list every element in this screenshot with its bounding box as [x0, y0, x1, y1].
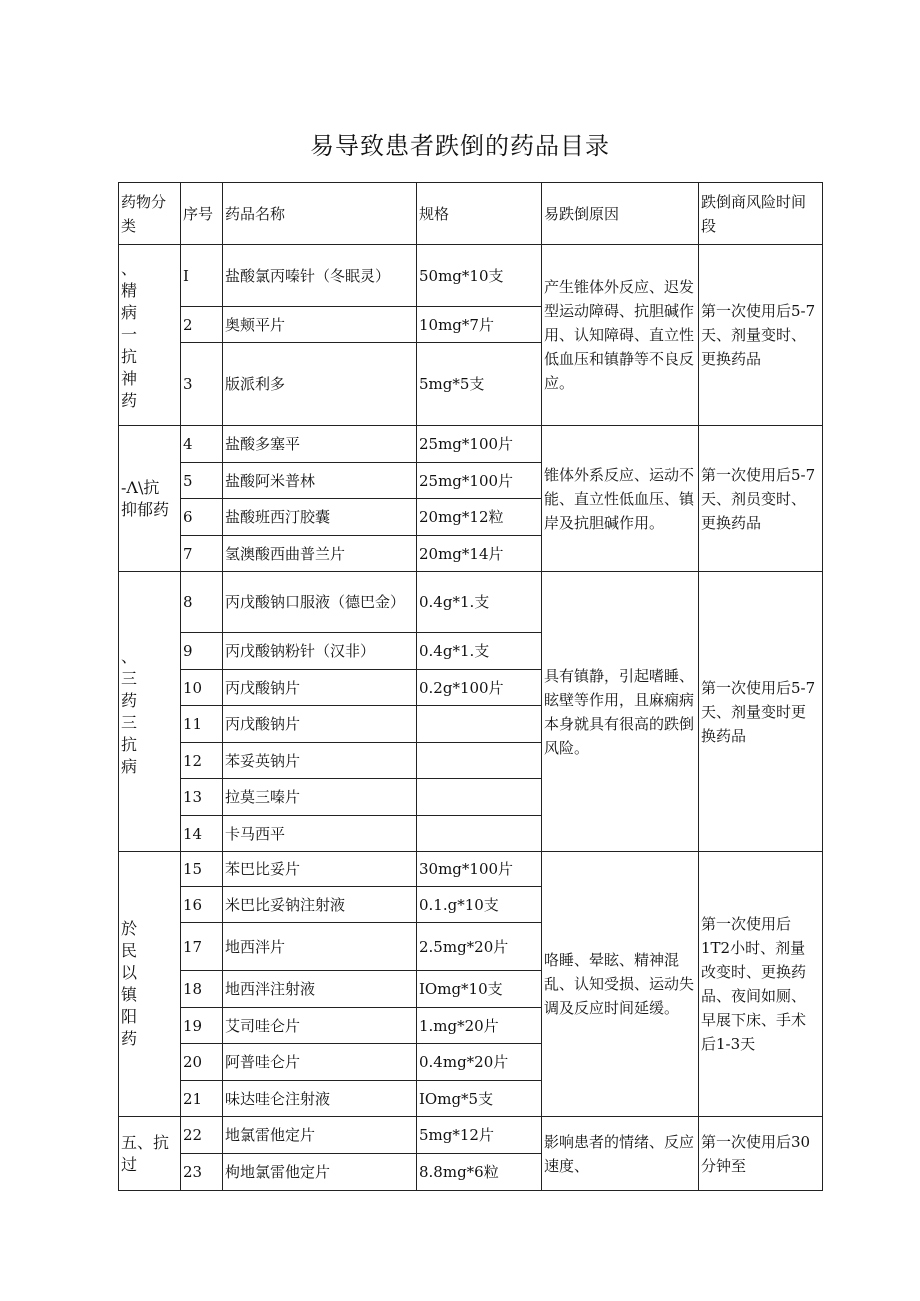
drug-spec: 30mg*100片 — [417, 852, 542, 887]
row-no: 12 — [181, 743, 223, 779]
drug-name: 地西泮片 — [223, 923, 417, 971]
drug-spec: 25mg*100片 — [417, 463, 542, 499]
fall-reason: 产生锥体外反应、迟发型运动障碍、抗胆碱作用、认知障碍、直立性低血压和镇静等不良反应。 — [542, 245, 699, 426]
table-row — [119, 852, 823, 887]
drug-name: 盐酸氯丙嗪针（冬眠灵） — [223, 245, 417, 307]
drug-spec: 8.8mg*6粒 — [417, 1154, 542, 1191]
drug-table — [118, 182, 823, 1191]
row-no: 4 — [181, 426, 223, 463]
drug-spec: 0.4g*1.支 — [417, 572, 542, 633]
drug-name: 地氯雷他定片 — [223, 1117, 417, 1154]
drug-name: 米巴比妥钠注射液 — [223, 887, 417, 923]
header-name: 药品名称 — [223, 183, 417, 245]
drug-name: 苯妥英钠片 — [223, 743, 417, 779]
row-no: 20 — [181, 1044, 223, 1081]
drug-name: 艾司哇仑片 — [223, 1008, 417, 1044]
fall-reason: 锥体外系反应、运动不能、直立性低血压、镇岸及抗胆碱作用。 — [542, 426, 699, 572]
category-cell: 五、抗过 — [119, 1117, 181, 1191]
row-no: 6 — [181, 499, 223, 536]
row-no: 11 — [181, 706, 223, 743]
drug-name: 版派利多 — [223, 343, 417, 426]
row-no: 17 — [181, 923, 223, 971]
drug-spec: 5mg*12片 — [417, 1117, 542, 1154]
row-no: 10 — [181, 670, 223, 706]
row-no: 2 — [181, 307, 223, 343]
drug-name: 味达哇仑注射液 — [223, 1081, 417, 1117]
page-title: 易导致患者跌倒的药品目录 — [310, 132, 610, 160]
header-spec: 规格 — [417, 183, 542, 245]
drug-spec: 2.5mg*20片 — [417, 923, 542, 971]
drug-name: 盐酸班西汀胶囊 — [223, 499, 417, 536]
row-no: 21 — [181, 1081, 223, 1117]
drug-spec: 0.4mg*20片 — [417, 1044, 542, 1081]
drug-spec: IOmg*5支 — [417, 1081, 542, 1117]
row-no: 14 — [181, 816, 223, 852]
header-category: 药物分类 — [119, 183, 181, 245]
risk-period: 第一次使用后1T2小时、剂量改变时、更换药品、夜间如厕、早展下床、手术后1-3天 — [699, 852, 823, 1117]
drug-name: 阿普哇仑片 — [223, 1044, 417, 1081]
drug-name: 拉莫三嗪片 — [223, 779, 417, 816]
drug-name: 丙戊酸钠片 — [223, 670, 417, 706]
drug-spec: 0.4g*1.支 — [417, 633, 542, 670]
header-reason: 易跌倒原因 — [542, 183, 699, 245]
drug-spec: IOmg*10支 — [417, 971, 542, 1008]
table-row — [119, 1117, 823, 1154]
drug-name: 奥颊平片 — [223, 307, 417, 343]
risk-period: 第一次使用后5-7天、剂量变时更换药品 — [699, 572, 823, 852]
drug-name: 地西泮注射液 — [223, 971, 417, 1008]
category-cell: -Λ\抗抑郁药 — [119, 426, 181, 572]
drug-spec: 1.mg*20片 — [417, 1008, 542, 1044]
drug-spec: 5mg*5支 — [417, 343, 542, 426]
row-no: 22 — [181, 1117, 223, 1154]
drug-spec — [417, 706, 542, 743]
category-cell: 於民以镇阳药 — [119, 852, 181, 1117]
risk-period: 第一次使用后30分钟至 — [699, 1117, 823, 1191]
row-no: 5 — [181, 463, 223, 499]
table-row — [119, 426, 823, 463]
row-no: 13 — [181, 779, 223, 816]
row-no: 8 — [181, 572, 223, 633]
drug-name: 丙戊酸钠片 — [223, 706, 417, 743]
fall-reason: 咯睡、晕眩、精神混乱、认知受损、运动失调及反应时间延缓。 — [542, 852, 699, 1117]
drug-name: 盐酸阿米普林 — [223, 463, 417, 499]
header-period: 跌倒商风险时间段 — [699, 183, 823, 245]
drug-spec: 25mg*100片 — [417, 426, 542, 463]
drug-spec: 0.1.g*10支 — [417, 887, 542, 923]
drug-name: 丙戊酸钠粉针（汉非） — [223, 633, 417, 670]
row-no: 3 — [181, 343, 223, 426]
fall-reason: 具有镇静，引起嗜睡、眩壁等作用，且麻痫病本身就具有很高的跌倒风险。 — [542, 572, 699, 852]
row-no: 15 — [181, 852, 223, 887]
header-no: 序号 — [181, 183, 223, 245]
drug-spec — [417, 779, 542, 816]
drug-spec: 0.2g*100片 — [417, 670, 542, 706]
drug-name: 盐酸多塞平 — [223, 426, 417, 463]
table-header-row — [119, 183, 823, 245]
row-no: I — [181, 245, 223, 307]
table-row — [119, 245, 823, 307]
drug-spec: 20mg*12粒 — [417, 499, 542, 536]
drug-name: 丙戊酸钠口服液（德巴金） — [223, 572, 417, 633]
row-no: 19 — [181, 1008, 223, 1044]
drug-spec: 10mg*7片 — [417, 307, 542, 343]
drug-spec — [417, 816, 542, 852]
drug-spec — [417, 743, 542, 779]
risk-period: 第一次使用后5-7天、剂量变时、更换药品 — [699, 245, 823, 426]
drug-spec: 50mg*10支 — [417, 245, 542, 307]
drug-spec: 20mg*14片 — [417, 536, 542, 572]
risk-period: 第一次使用后5-7天、剂员变时、更换药品 — [699, 426, 823, 572]
drug-name: 氢澳酸西曲普兰片 — [223, 536, 417, 572]
row-no: 9 — [181, 633, 223, 670]
table-row — [119, 572, 823, 633]
row-no: 16 — [181, 887, 223, 923]
drug-name: 枸地氯雷他定片 — [223, 1154, 417, 1191]
category-cell: 、精病一抗神药 — [119, 245, 181, 426]
row-no: 23 — [181, 1154, 223, 1191]
category-cell: 、三药三抗病 — [119, 572, 181, 852]
row-no: 7 — [181, 536, 223, 572]
row-no: 18 — [181, 971, 223, 1008]
drug-name: 苯巴比妥片 — [223, 852, 417, 887]
fall-reason: 影响患者的情绪、反应速度、 — [542, 1117, 699, 1191]
drug-name: 卡马西平 — [223, 816, 417, 852]
